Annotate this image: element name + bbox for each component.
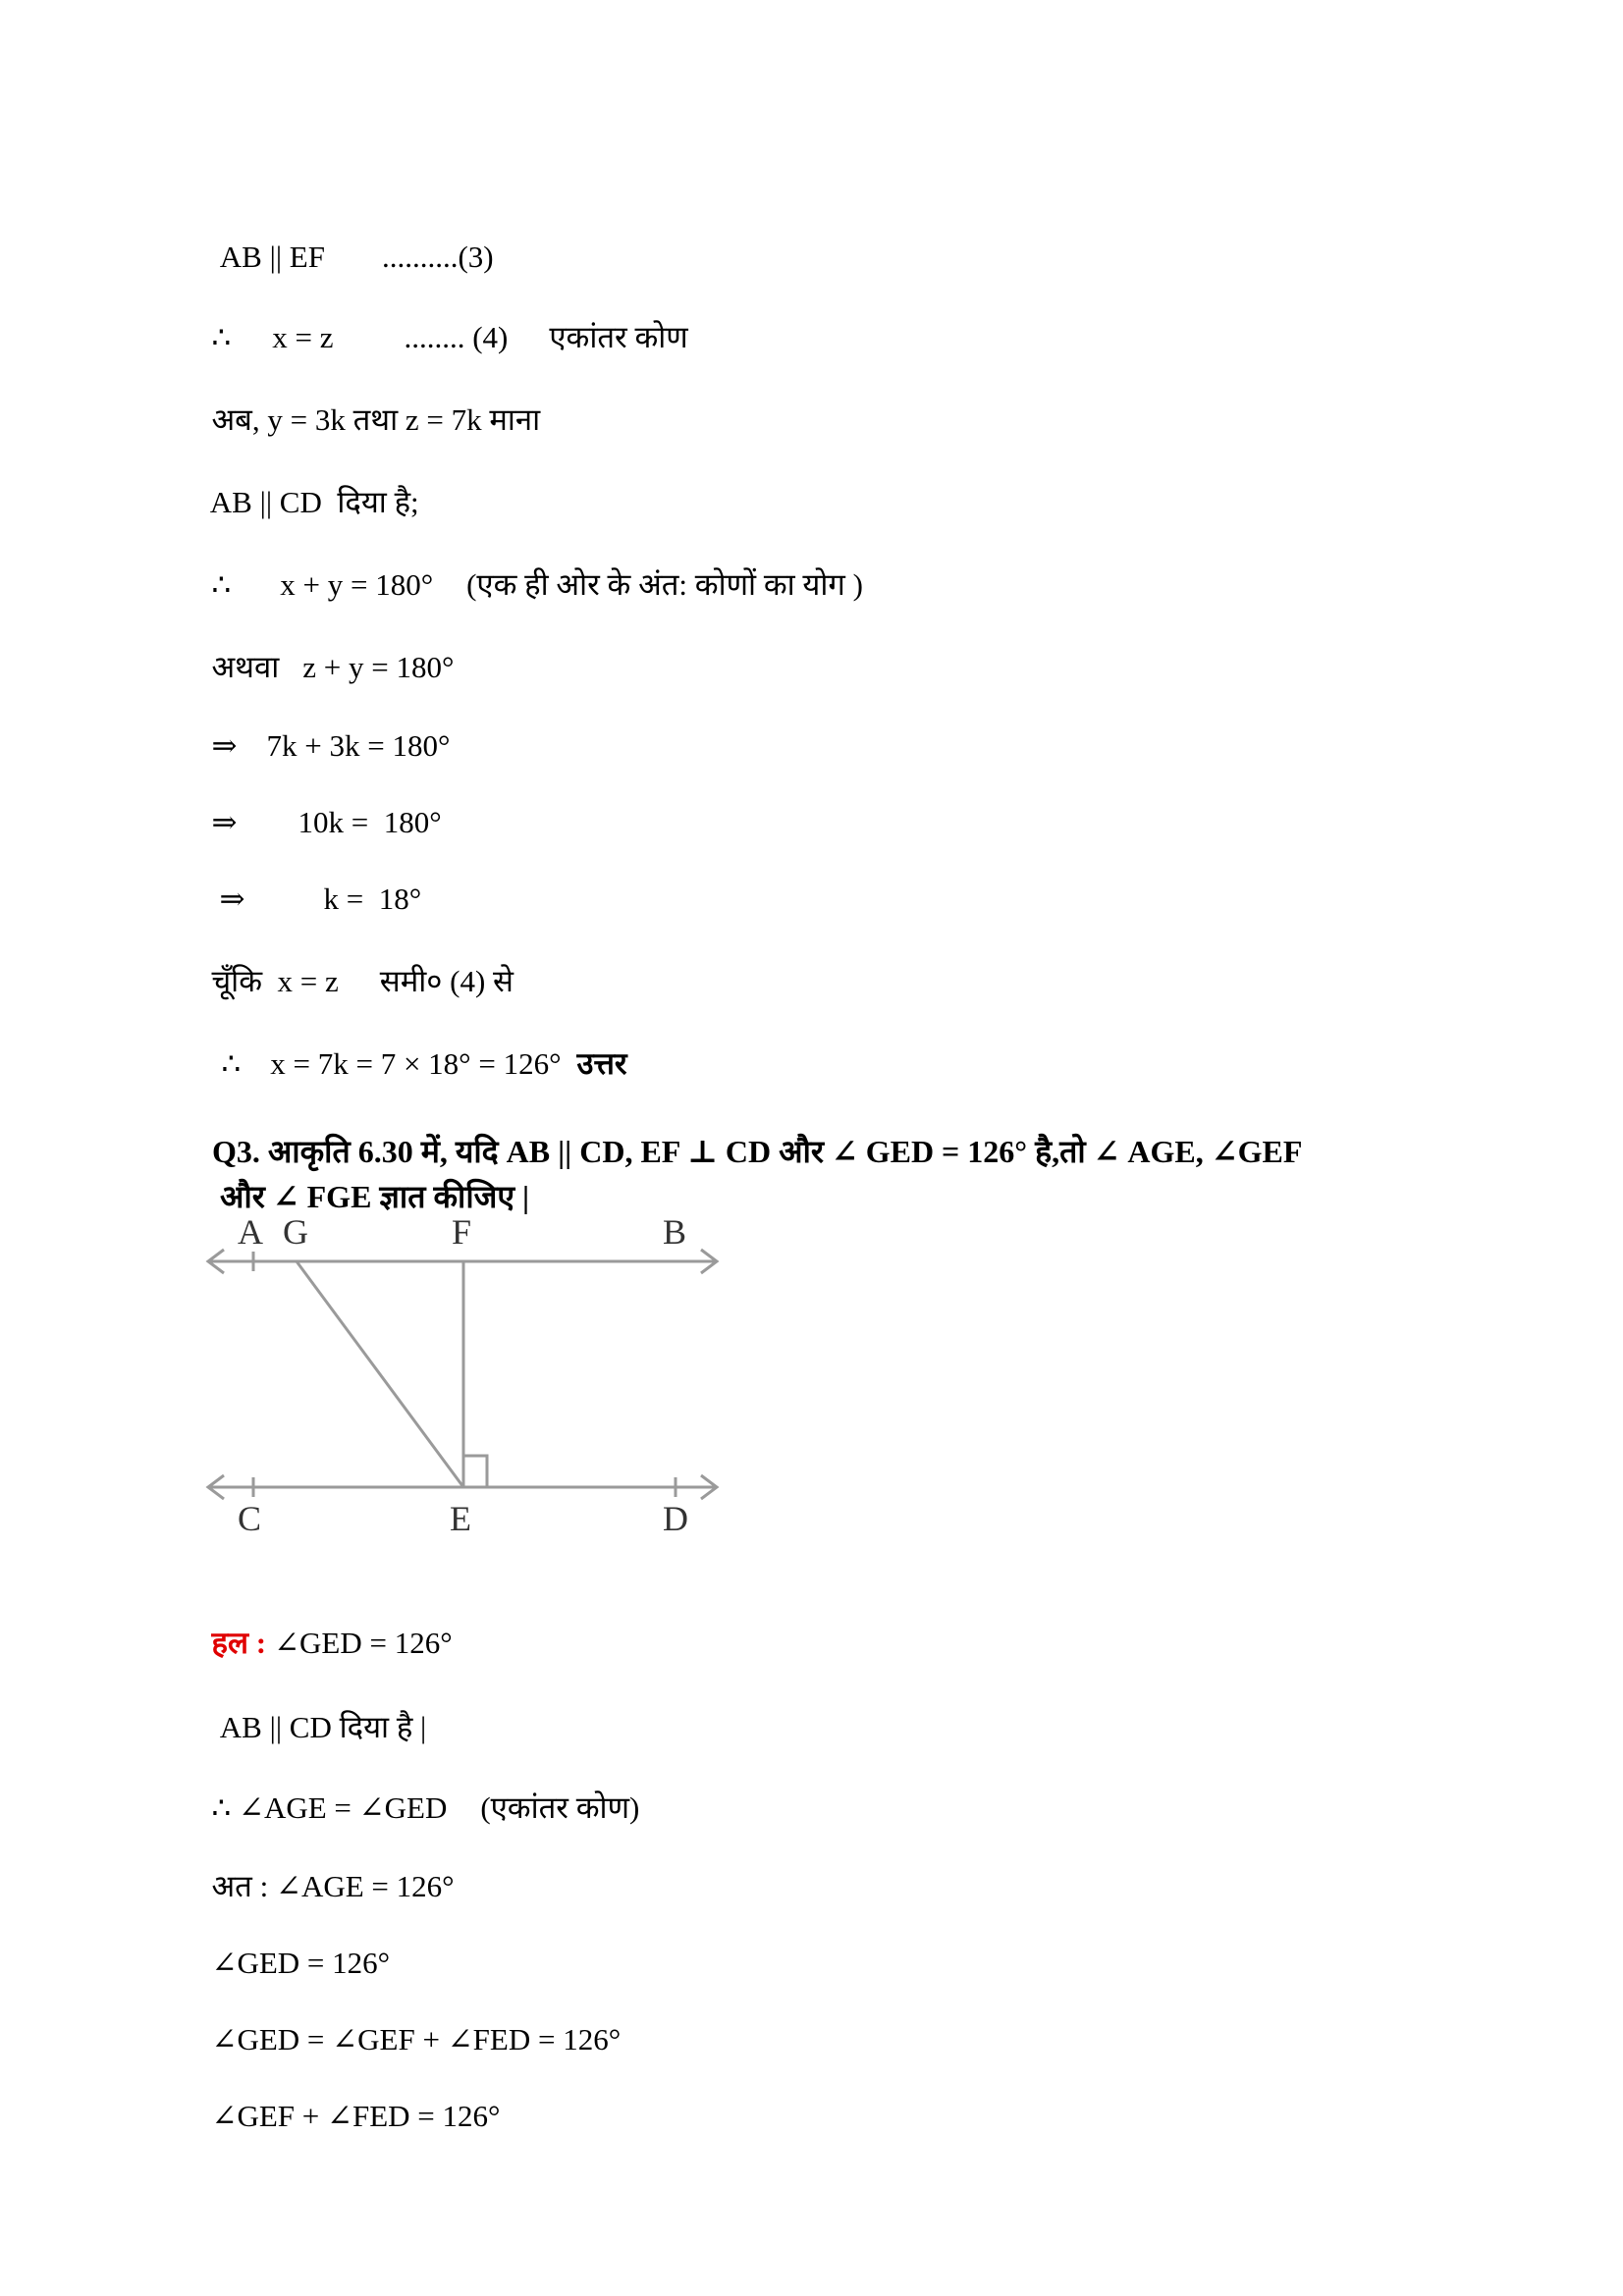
label-c: C xyxy=(238,1499,262,1538)
answer-label: उत्तर xyxy=(576,1046,627,1081)
step-10k xyxy=(196,764,442,842)
solution-text: ∠GEF + ∠FED = 126° xyxy=(211,2099,501,2133)
step-text: चूँकि x = z xyxy=(211,964,339,998)
step-answer-x xyxy=(206,1005,627,1084)
step-x-plus-y xyxy=(196,526,863,605)
therefore-symbol: ∴ xyxy=(221,1046,242,1081)
step-ab-parallel-ef xyxy=(206,198,494,277)
label-d: D xyxy=(663,1499,688,1538)
step-text: अब, y = 3k तथा z = 7k माना xyxy=(211,402,541,437)
step-z-plus-y xyxy=(196,609,454,687)
question-text: और ∠ FGE ज्ञात कीजिए | xyxy=(220,1179,530,1214)
implies-symbol: ⇒ xyxy=(211,728,238,763)
step-text: z + y = 180° xyxy=(302,650,455,684)
step-assume-ratio xyxy=(196,361,540,440)
solution-start xyxy=(196,1584,453,1663)
solution-text: ∠GED = 126° xyxy=(274,1626,453,1660)
step-reason: एकांतर कोण xyxy=(549,320,688,354)
solution-text: ∠GED = ∠GEF + ∠FED = 126° xyxy=(211,2022,622,2056)
solution-text: AB || CD दिया है | xyxy=(219,1710,427,1744)
solution-text: अत : ∠AGE = 126° xyxy=(211,1869,455,1903)
segment-ge xyxy=(297,1261,463,1487)
therefore-symbol: ∴ xyxy=(211,320,232,354)
step-text: x = z xyxy=(272,320,334,354)
question-text: Q3. आकृति 6.30 में, यदि AB || CD, EF ⊥ CD और ∠ GED = 126° है,तो ∠ AGE, ∠GEF xyxy=(212,1134,1303,1169)
label-g: G xyxy=(283,1212,308,1252)
therefore-symbol: ∴ xyxy=(211,567,232,602)
step-reason: (एक ही ओर के अंत: कोणों का योग ) xyxy=(466,567,863,602)
right-angle-mark xyxy=(463,1456,487,1487)
solution-step-age xyxy=(196,1828,455,1906)
step-text: x = 7k = 7 × 18° = 126° xyxy=(270,1046,562,1081)
equation-number: ..........(3) xyxy=(381,240,494,274)
step-x-equals-z xyxy=(196,279,688,357)
implies-symbol: ⇒ xyxy=(219,881,245,916)
solution-step-gef-fed xyxy=(196,2057,500,2136)
figure-6-30 xyxy=(196,1202,727,1546)
step-text: अथवा xyxy=(211,650,280,684)
label-a: A xyxy=(238,1212,263,1252)
step-sum-k xyxy=(196,687,450,766)
solution-step-ged xyxy=(196,1904,390,1983)
step-text: x + y = 180° xyxy=(280,567,434,602)
step-text: AB || EF xyxy=(219,240,325,274)
step-text: 10k = 180° xyxy=(298,805,442,839)
solution-step-given xyxy=(206,1669,426,1747)
step-text: k = 18° xyxy=(323,881,422,916)
implies-symbol: ⇒ xyxy=(211,805,238,839)
step-text: AB || CD दिया है; xyxy=(209,485,419,519)
label-b: B xyxy=(663,1212,687,1252)
solution-label: हल : xyxy=(211,1626,267,1660)
step-text: 7k + 3k = 180° xyxy=(266,728,451,763)
solution-reason: (एकांतर कोण) xyxy=(480,1790,640,1825)
solution-text: ∴ ∠AGE = ∠GED xyxy=(211,1790,448,1825)
solution-step-alternate xyxy=(196,1749,639,1828)
step-reference: समी० (4) से xyxy=(379,964,514,998)
solution-text: ∠GED = 126° xyxy=(211,1946,391,1980)
step-k-value xyxy=(204,840,421,919)
step-since-x-equals-z xyxy=(196,923,514,1001)
equation-number: ........ (4) xyxy=(404,320,509,354)
solution-step-ged-sum xyxy=(196,1981,621,2059)
label-f: F xyxy=(452,1212,472,1252)
step-ab-parallel-cd xyxy=(196,444,419,522)
label-e: E xyxy=(450,1499,471,1538)
